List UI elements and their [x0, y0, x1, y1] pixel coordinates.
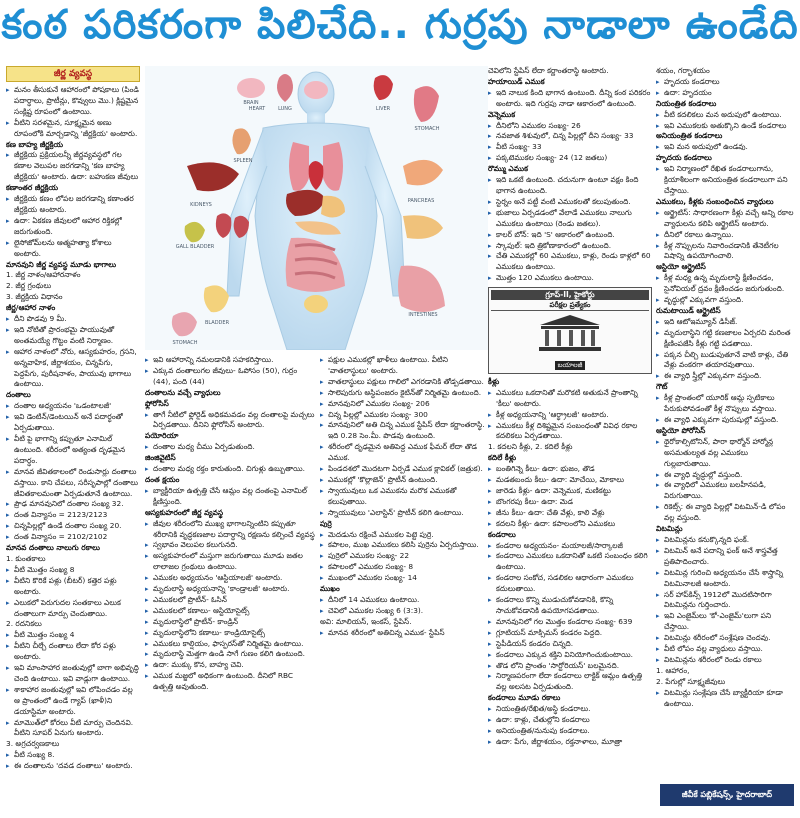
text-line: ▸ ఇది ఆటోఇమ్యూన్ డిసీజ్. — [656, 317, 796, 328]
text-line: ▸ ఇది నాలుక కింది భాగాన ఉంటుంది. దీన్ని కంఠ పరికరం అంటారు. ఇది గుర్రపు నాడా ఆకారంలో ఉంటుంది. — [488, 88, 652, 110]
text-line: ▸ ఈ వ్యాధి ఎక్కువగా పురుషుల్లో వస్తుంది. — [656, 415, 796, 426]
courthouse-icon — [491, 311, 649, 355]
text-line: ▸ ఇవి మాంసాహార జంతువుల్లో బాగా అభివృద్ధి చెంది ఉంటాయి. ఇవి వాడ్లుగా ఉంటాయి. — [6, 663, 140, 685]
organ-label: SPLEEN — [233, 158, 253, 164]
text-line: ▸ ఎముకలలో ప్రొటీన్- ఓసిన్ — [145, 595, 315, 606]
text-line: ▸ మృదులాస్థి అధ్యయనాన్ని 'కాండ్రాలజీ' అంటారు. — [145, 584, 315, 595]
anatomy-diagram — [145, 66, 488, 350]
subheading: ఆస్టియో ఆర్థ్రైటిస్ — [656, 262, 706, 272]
text-line: ▸ కండరాల సంకోచ, సడలికల ఆధారంగా ఎముకలు కదులుతాయి. — [488, 573, 652, 595]
text-line: ▸ ఎముకల్లో 'కొల్లాజెన్' ప్రొటీన్ ఉంటుంది. — [320, 475, 488, 486]
text-line: ▸ విటమిన్లను శరీరంలో రెండు రకాలు — [656, 655, 796, 666]
body-organs-illustration — [145, 66, 488, 350]
section-title-digestive: జీర్ణ వ్యవస్థ — [6, 66, 140, 82]
text-line: ▸ మొత్తం 120 ఎముకలు ఉంటాయి. — [488, 273, 652, 284]
text-line: ▸ కండరాలు ఎక్కువ శక్తిని వినియోగించుకుంటాయి. — [488, 650, 652, 661]
text-line: ▸ వీటిని కొరికే పళ్లు (బీటర్) కత్తెర పళ్లు అంటారు. — [6, 576, 140, 598]
text-line: ▸ మృదులాస్థి మెత్తగా ఉండి సాగే గుణం కలిగి ఉంటుంది. — [145, 649, 315, 660]
text-line: ▸ స్టెర్నం అనే పట్టీ వంటి ఎముకలతో కలుపుతుంది. — [488, 197, 652, 208]
publisher-credit: జీవీకే పబ్లికేషన్స్, హైదరాబాద్ — [660, 784, 794, 806]
text-line: ▸ ఉదా: హృదయం — [656, 88, 796, 99]
organ-label: HEART — [248, 106, 266, 112]
text-line: ▸ వీటి సంఖ్య 8. — [6, 750, 140, 761]
text-line: ▸ తొడ లోని ప్రాంతం 'సార్టోరియస్' బలమైనది. — [488, 661, 652, 672]
text-line: ▸ చిన్నపిల్లల్లో ఉండే దంతాల సంఖ్య 20. — [6, 521, 140, 532]
text-line: ▸ మానవ శరీరంలో అతిచిన్న ఎముక- స్టేపిస్ — [320, 628, 488, 639]
text-line: ▸ కదలని కీళ్లు- ఉదా: కపాలంలోని ఎముకలు — [488, 519, 652, 530]
text-line: ▸ ఈ వ్యాధి స్త్రీల్లో ఎక్కువగా వస్తుంది. — [656, 371, 796, 382]
organ-label: STOMACH — [172, 340, 198, 346]
subheading: పయోరియా — [145, 431, 179, 441]
text-line: ▸ కీళ్ల మధ్య ఉన్న మృదులాస్థి క్షీణించడం, సైనోవియల్ ద్రవం క్షీణించడం జరుగుతుంది. — [656, 273, 796, 295]
text-line: ▸ ఇవి ఆహారాన్ని నమలడానికి సహకరిస్తాయి. — [145, 355, 315, 366]
organ-label: INTESTINES — [408, 312, 438, 318]
text-line: ▸ శాకాహార జంతువుల్లో ఇవి లోపించడం వల్ల ఆ ప్రాంతంలో ఉండే గ్యాప్ (ఖాళీ)ని డయాస్టిమా అంటారు. — [6, 685, 140, 718]
text-line: ▸ ఈ దంతాలను 'దవడ దంతాలు' అంటారు. — [6, 761, 140, 772]
text-line: ▸ దంత విన్యాసం = 2123/2123 — [6, 510, 140, 521]
text-line: ▸ జీవుల శరీరంలోని ముఖ్య భాగాలన్నింటిని కప్పుతూ శరీరానికి వృద్ధకణజాల పదార్థాన్ని రక్షణను కల్పించే వ్యవస్థ — [145, 519, 315, 541]
text-line: ▸ అస్యకుహరంలో మస్తుగా జరుగుతాయి మూడు జతల లాలాజల గ్రంథులు ఉంటాయి. — [145, 551, 315, 573]
text-line: ▸ మామొత్‌లో కోరలు వీటి మార్పు చెందినవి. వీటిని సూపర్ ఏనుగు అంటారు. — [6, 718, 140, 740]
subheading: వెన్నెముక — [488, 109, 516, 119]
subheading: కండరాలు మూడు రకాలు — [488, 693, 561, 703]
subheading: దంతాలు — [6, 390, 31, 400]
text-line: ▸ దీనిలోని ఎముకల సంఖ్య- 26 — [488, 121, 652, 132]
text-line: ▸ మృదులాస్థిని గట్టి కణజాలం ఏర్పరచి మరింత క్షీణింపజేసి కీళ్లు గట్టి పడతాయి. — [656, 328, 796, 350]
text-line: ▸ మృదులాస్థిలో ప్రొటీన్- కాండ్రిన్ — [145, 617, 315, 628]
organ-label: STOMACH — [414, 126, 440, 132]
col4-pre-b — [488, 377, 652, 748]
text-line: ▸ దీనిలో రకాలు ఉన్నాయి. — [656, 230, 796, 241]
text-line: ▸ వీటి లోపం వల్ల వ్యాధులు వస్తాయి. — [656, 644, 796, 655]
text-line: ▸ ఇవి ఎముకలకు అతుక్కొని ఉండే కండరాలు — [656, 121, 796, 132]
text-line: ▸ వీటి కదలికలు మన అదుపులో ఉంటాయి. — [656, 110, 796, 121]
text-line: ▸ థైరోకాల్సిటోనిన్, పారా థార్మోన్ హార్మోన్ల అసమతుల్యత వల్ల ఎముకలు గుల్లబారుతాయి. — [656, 437, 796, 470]
subheading: ఎముకలు, కీళ్లకు సంబంధించిన వ్యాధులు — [656, 196, 774, 206]
column-digestive — [6, 66, 140, 810]
text-line: ▸ విటమిన్లు సంశ్లేషణ చేసే బ్యాక్టీరియా కూడా ఉంటాయి. — [656, 688, 796, 710]
text-line: ▸ ఇవి నిర్మాణంలో రేఖిత కండరాలుగాను, క్రియాశీలంగా అనియంత్రిత కండరాలుగా పని చేస్తాయి. — [656, 164, 796, 197]
text-line: ▸ ఇవి ఎంజైమ్‌లు 'కో-ఎంజైమ్'లుగా పని చేస్తాయి. — [656, 611, 796, 633]
text-line: ▸ స్వభావం వెలుపల కలుగునది. — [145, 540, 315, 551]
text-line: ▸ స్కాపుల్: ఇది త్రికోణాకారంలో ఉంటుంది. — [488, 241, 652, 252]
column-joints-muscles — [488, 66, 652, 810]
text-line: ▸ పక్షుల ఎముకల్లో ఖాళీలు ఉంటాయి. వీటిని 'వాతలాస్థులు' అంటారు. — [320, 355, 488, 377]
text-line: ▸ భుజాలు ఏర్పడడంలో వేలాడే ఎముకలు నాలుగు ఎముకలు ఉంటాయి (రెండు జతలు). — [488, 208, 652, 230]
text-line: ▸ ఉదా: ఏకకణ జీవులలో ఆహార రిక్తికల్లో జరుగుతుంది. — [6, 216, 140, 238]
text-line: ▸ మెదడును రక్షించే ఎముకల పెట్టె పుర్రె. — [320, 530, 488, 541]
column-vitamins — [656, 66, 796, 810]
text-line: 1. జీర్ణ నాళం/ఆహారనాళం — [6, 270, 81, 280]
subheading: కణ బాహ్య జీర్ణక్రియ — [6, 139, 63, 149]
subheading: కండరాలు — [488, 529, 516, 539]
organ-label: BLADDER — [204, 320, 230, 326]
text-line: ▸ పిండదశలో మొదటగా ఏర్పడే ఎముక క్లావికల్ (జత్రుక). — [320, 464, 488, 475]
text-line: ▸ హృదయ కండరాలు — [656, 77, 796, 88]
subheading: హయాయిడ్ ఎముక — [488, 76, 545, 86]
text-line: ▸ కీళ్ల నొప్పులను నివారించడానికి తేనెటీగల విషాన్ని ఉపయోగించాలి. — [656, 241, 796, 263]
text-line: 2. జీర్ణ గ్రంథులు — [6, 281, 52, 291]
text-line: ▸ మానవునిలో ఎముకల సంఖ్య- 206 — [320, 399, 488, 410]
text-line: ▸ వృద్ధుల్లో ఎక్కువగా వస్తుంది. — [656, 295, 796, 306]
subheading: జీర్ణ/ఆహార నాళం — [6, 303, 56, 313]
text-line: ▸ చేతి ఎముకల్లో 60 ఎముకలు, కాళ్లు, రెండు కాళ్లలో 60 ఎముకలు ఉంటాయి. — [488, 251, 652, 273]
text-line: ▸ ఉదా: ముక్కు కొన, బాహ్య చెవి. — [145, 660, 315, 671]
text-line: ▸ ఈ వ్యాధి వృద్ధుల్లో వస్తుంది. — [656, 470, 796, 481]
text-line: ▸ కండరాల అధ్యయనం- మయాలజీ/సార్కాలజీ — [488, 541, 652, 552]
text-line: ▸ మడతబందు కీలు- ఉదా: మోచేయి, మోకాలు — [488, 475, 652, 486]
text-line: ▸ శరీరంలో దృఢమైన అతిపెద్ద ఎముక ఫీమర్ లేదా తొడ ఎముక. — [320, 442, 488, 464]
exam-box-title: గ్రూప్-II, హైకోర్టు — [491, 290, 649, 300]
col2-body — [145, 355, 315, 693]
text-line: ▸ రికెట్స్: ఈ వ్యాధి పిల్లల్లో విటమిన్-డి లోపం వల్ల వస్తుంది. — [656, 502, 796, 524]
column-teeth-bones — [145, 355, 315, 811]
text-line: ▸ ఎముకలు ఒకదానితో మరొకటి అతుకునే ప్రాంతాన్ని 'కీలు' అంటారు. — [488, 388, 652, 410]
subheading: హృదయ కండరాలు — [656, 153, 712, 163]
text-line: ▸ బొంగరపు కీలు- ఉదా: మెడ — [488, 497, 652, 508]
text-line: ▸ మనం తీసుకునే ఆహారంలో పోషకాలు (పిండి పదార్థాలు, ప్రొటీన్లు, కొవ్వులు మొ.) క్లిష్టమైన సంక్లిష్ట రూపంలో ఉంటాయి. — [6, 85, 140, 118]
organ-label: PANCREAS — [407, 198, 435, 204]
text-line: ▸ అనియంత్రిత/నునుపు కండరాలు. — [488, 726, 652, 737]
text-line: ▸ స్నాయువులు 'ఎలాస్టిన్' ప్రొటీన్ కలిగి ఉంటాయి. — [320, 508, 488, 519]
page-headline — [0, 0, 800, 60]
text-line: అవి: మాలియస్, ఇంకస్, స్టేపిస్. — [320, 616, 412, 626]
col1-body — [6, 85, 140, 772]
exam-box-subtitle: పరీక్షల ప్రత్యేకం — [491, 300, 649, 311]
text-line: ▸ నిర్మాణపరంగా లేదా కండరాలు లాక్టిక్ ఆమ్లం ఉత్పత్తి వల్ల అలసట ఏర్పడుతుంది. — [488, 671, 652, 693]
text-line: ▸ ఎక్కువ దంతాలుగల జీవులు- ఓపోసం (50), గుర్రం (44), పంది (44) — [145, 366, 315, 388]
text-line: ▸ గ్లూటియస్ మాక్సిమస్ కండరం పెద్దది. — [488, 628, 652, 639]
text-line: ▸ ఉదా: పేగు, జీర్ణాశయం, రక్తనాళాలు, మూత్రా — [488, 737, 652, 748]
text-line: ▸ ఇవి డెంటిన్/డెంటయిన్ అనే పదార్థంతో ఏర్పడుతాయి. — [6, 412, 140, 434]
subheading: అనియంత్రిత కండరాలు — [656, 131, 723, 141]
text-line: చెవిలోని స్టేపిస్ లేదా కర్ణాంతరాస్థి అంటారు. — [488, 66, 609, 75]
text-line: ▸ జీను కీలు- ఉదా: చేతి వేళ్లు, కాలి వేళ్లు — [488, 508, 652, 519]
text-line: ▸ స్వాయువులు ఒక ఎముకను మరొక ఎముకతో కలుపుతాయి. — [320, 486, 488, 508]
text-line: ▸ ఈ వ్యాధిలో ఎముకలు బలహీనపడి, విరుగుతాయి. — [656, 480, 796, 502]
text-line: ▸ సాలెపురుగు అస్థిపంజరం కైటిన్‌తో నిర్మితమై ఉంటుంది. — [320, 388, 488, 399]
text-line: ▸ ఎముకలలో కణాలు- ఆస్టియోసైట్స్ — [145, 606, 315, 617]
subheading: ముఖం — [320, 584, 340, 594]
text-line: ▸ మానవ జీవితకాలంలో రెండుసార్లు దంతాలు వస్తాయి. కాని చేపలు, సరీసృపాల్లో దంతాలు జీవితకాలమంతా ఏర్పడుతూనే ఉంటాయి. — [6, 467, 140, 500]
subheading: విటమిన్లు — [656, 524, 683, 534]
text-line: ▸ వీటి మొత్తం సంఖ్య 4 — [6, 630, 140, 641]
text-line: ▸ కీళ్ల ప్రాంతంలో యూరిక్ ఆమ్ల స్ఫటికాలు పేరుకుపోవడంతో కీళ్ల నొప్పులు వస్తాయి. — [656, 393, 796, 415]
text-line: ▸ ఎముకల అధ్యయనం 'ఆస్టియాలజీ' అంటారు. — [145, 573, 315, 584]
organ-label: BRAIN — [243, 100, 259, 106]
text-line: ▸ దంతాల మధ్య చీము ఏర్పడుతుంది. — [145, 442, 315, 453]
text-line: ▸ వాతలాస్థులు పక్షులు గాలిలో ఎగరడానికి తోడ్పడతాయి. — [320, 377, 488, 388]
text-line: 1. కదలని కీళ్లు, 2. కదిలే కీళ్లు — [488, 442, 573, 452]
subheading: మానవుని జీర్ణ వ్యవస్థ మూడు భాగాలు — [6, 259, 117, 269]
subheading: నియంత్రిత కండరాలు — [656, 98, 717, 108]
text-line: ▸ ఇది నోటితో ప్రారంభమై పాయువుతో అంతమయ్యే గొట్టం వంటి నిర్మాణం. — [6, 325, 140, 347]
text-line: ▸ నియంత్రిత/రేఖిత/అస్థి కండరాలు. — [488, 704, 652, 715]
subheading: మానవ దంతాలు నాలుగు రకాలు — [6, 543, 100, 553]
text-line: ▸ జారెడు కీళ్లు- ఉదా: వెన్నెముక, మణికట్టు — [488, 486, 652, 497]
col5-body — [656, 66, 796, 709]
text-line: ▸ ఎముకలు కాల్షియం, ఫాస్ఫరస్‌తో నిర్మితమై ఉంటాయి. — [145, 639, 315, 650]
text-line: ▸ పక్కన చీల్చి బుడుపుతూనే వాటి కాళ్లు, చేతి వేళ్లు వంకరగా తయారవుతాయి. — [656, 350, 796, 372]
text-line: ▸ వీటిని సరళమైన, సూక్ష్మమైన అణు రూపంలోకి మార్చడాన్ని 'జీర్ణక్రియ' అంటారు. — [6, 118, 140, 140]
text-line: ▸ వీటి మొత్తం సంఖ్య 8 — [6, 565, 140, 576]
text-line: ▸ పుర్రెలో ఎముకల సంఖ్య- 22 — [320, 551, 488, 562]
text-line: ▸ చిన్న పిల్లల్లో ఎముకల సంఖ్య- 300 — [320, 410, 488, 421]
text-line: ▸ ఇవి మన అదుపులో ఉండవు. — [656, 142, 796, 153]
text-line: శయం, గర్భాశయం — [656, 66, 710, 75]
column-skeleton — [320, 355, 488, 811]
col4-pre-a — [488, 66, 652, 284]
text-line: 2. పేగుల్లో సూక్ష్మజీవులు — [656, 676, 726, 686]
text-line: ▸ కపాలంలో ఎముకల సంఖ్య- 8 — [320, 562, 488, 573]
subheading: కీళ్లు — [488, 376, 500, 386]
text-line: 1. ఆహారం, — [656, 665, 690, 675]
subheading: జింజివైటిస్ — [145, 453, 176, 463]
text-line: ▸ ఇది ఒకటే ఉంటుంది. చదునుగా ఉంటూ వక్షం కింది భాగాన ఉంటుంది. — [488, 175, 652, 197]
organ-label: LUNG — [278, 106, 292, 112]
subheading: ఫ్లోరోసిస్ — [145, 398, 169, 408]
text-line: ▸ ఎలుకలో పెరుగుదల సంతకాలు ఎలుక దంతాలుగా మార్పు చెందుతాయి. — [6, 598, 140, 620]
text-line: ▸ తాగే నీటిలో ఫ్లోరైడ్ అధికమవడం వల్ల దంతాలపై మచ్చలు ఏర్పడతాయి. దీనిని ఫ్లోరోసిస్ అంటారు. — [145, 410, 315, 432]
text-line: 3. జీర్ణక్రియ విధానం — [6, 292, 63, 302]
text-line: ▸ కండరాలు ఎముకలు ఒకదానితో ఒకటి సంబంధం కలిగి ఉంటాయి. — [488, 551, 652, 573]
headline-text: కంఠ పరికరంగా పిలిచేది.. గుర్రపు నాడాలా ఉండేది — [1, 2, 799, 48]
text-line: ▸ మృదులాస్థిలోని కణాలు- కాండ్రియోసైట్స్ — [145, 628, 315, 639]
subheading: దంత క్షయం — [145, 474, 180, 484]
text-line: ▸ జీర్ణక్రియ కణం లోపల జరగడాన్ని కణాంతర జీర్ణక్రియ అంటారు. — [6, 194, 140, 216]
text-line: ▸ లైసోజోమ్‌లను ఆత్మహత్యా కోశాలు అంటారు. — [6, 238, 140, 260]
text-line: ▸ కపాలం, ముఖ ఎముకలు కలిసి పుర్రెను ఏర్పరుస్తాయి. — [320, 540, 488, 551]
subheading: రొమ్ము ఎముక — [488, 164, 528, 174]
text-line: ▸ ఎముక మజ్జలో అధికంగా ఉంటుంది. దీనిలో RBC ఉత్పత్తి అవుతుంది. — [145, 671, 315, 693]
exam-special-box — [488, 287, 652, 374]
organ-label: LIVER — [375, 106, 391, 112]
text-line: ▸ పక్కటెముకల సంఖ్య- 24 (12 జతలు) — [488, 153, 652, 164]
text-line: ▸ విటమిన్లను కనుక్కొన్నది ఫంక్. — [656, 535, 796, 546]
text-line: ▸ మానవునిలో గల మొత్తం కండరాల సంఖ్య- 639 — [488, 617, 652, 628]
text-line: 3. అగ్రచర్వణకాలు — [6, 739, 60, 749]
text-line: 2. రదనికలు — [6, 619, 42, 629]
text-line: ▸ విటమిన్ అనే పదాన్ని ఫంక్ అనే శాస్త్రవేత్త ప్రతిపాదించారు. — [656, 546, 796, 568]
subheading: కదిలే కీళ్లు — [488, 453, 517, 463]
text-line: ▸ బంతిగిన్నె కీలు- ఉదా: భుజం, తొడ — [488, 464, 652, 475]
organ-label: GALL BLADDER — [175, 244, 215, 250]
text-line: ▸ దంతాల అధ్యయనం 'ఒడంటాలజీ' — [6, 401, 140, 412]
text-line: ▸ కండరాలు కొన్ని ముడుచుకోవడానికి, కొన్ని సాచుకోవడానికి ఉపయోగపడతాయి. — [488, 595, 652, 617]
text-line: ▸ మానవునిలో అతి చిన్న ఎముక స్టేపిస్ లేదా కర్ణాంతరాస్థి. ఇది 0.28 సెం.మీ. పొడవు ఉంటుంది. — [320, 420, 488, 442]
text-line: ▸ కాలర్ బోన్: ఇది 'S' ఆకారంలో ఉంటుంది. — [488, 230, 652, 241]
text-line: ▸ జీర్ణక్రియ ప్రక్రియలన్నీ జీర్ణవ్యవస్థలో గల కణాల వెలుపల జరగడాన్ని 'కణ బాహ్య జీర్ణక్రియ' అంటారు. ఉదా: బహుకణ జీవులు — [6, 150, 140, 183]
subject-tag: బయాలజీ — [555, 361, 586, 370]
text-line: ▸ ప్రౌఢ మానవునిలో దంతాల సంఖ్య 32. — [6, 499, 140, 510]
text-line: ▸ ఆర్థ్రైటిస్: సాధారణంగా కీళ్లు వచ్చే అన్ని రకాల వ్యాధులను కలిపి ఆర్థ్రైటిస్ అంటారు. — [656, 208, 796, 230]
text-line: ▸ ఉదా: కాళ్లు, చేతుల్లోని కండరాలు — [488, 715, 652, 726]
text-line: ▸ బ్యాక్టీరియా ఉత్పత్తి చేసే ఆమ్లం వల్ల దంతంపై ఎనామిల్ క్షీణిస్తుంది. — [145, 486, 315, 508]
text-line: ▸ ఎముకలు కీళ్ల దిశిష్టమైన సంబంధంతో వివిధ రకాల కదలికలు ఏర్పడతాయి. — [488, 421, 652, 443]
subheading: రుమటాయిడ్ ఆర్థ్రైటిస్ — [656, 305, 721, 315]
subheading: గౌట్ — [656, 382, 668, 392]
text-line: ▸ విటమిన్లు శరీరంలో సంశ్లేషణ చెందవు. — [656, 633, 796, 644]
subheading: కణాంతర జీర్ణక్రియ — [6, 183, 58, 193]
text-line: ▸ దీనిలో 14 ఎముకలు ఉంటాయి. — [320, 595, 488, 606]
col3-body — [320, 355, 488, 639]
subheading: దంతాలను వచ్చే వ్యాధులు — [145, 387, 221, 397]
subheading: ఆస్టియో పోరోసిస్ — [656, 425, 706, 435]
text-line: ▸ దంత విన్యాసం = 2102/2102 — [6, 532, 140, 543]
text-line: ▸ విటమిన్ల గురించి అధ్యయనం చేసే శాస్త్రాన్ని విటమినాలజీ అంటారు. — [656, 568, 796, 590]
text-line: ▸ సర్ హాప్‌కిన్స్ 1912లో మొదటిసారిగా విటమిన్లను గుర్తించారు. — [656, 590, 796, 612]
subheading: ఆస్యకుహరంలో జీర్ణ వ్యవస్థ — [145, 507, 224, 517]
organ-label: KIDNEYS — [190, 202, 212, 208]
text-line: ▸ దంతాల మధ్య రక్తం కారుతుంది. చిగుళ్లు ఉబ్బుతాయి. — [145, 464, 315, 475]
text-line: ▸ నవజాత శిశువులో, చిన్న పిల్లల్లో దీని సంఖ్య- 33 — [488, 131, 652, 142]
text-line: ▸ వీటి సంఖ్య- 33 — [488, 142, 652, 153]
subheading: పుర్రె — [320, 518, 332, 528]
text-line: ▸ స్టెపీడియస్ కండరం చిన్నది. — [488, 639, 652, 650]
text-line: ▸ ఆహార నాళంలో నోరు, ఆస్యకుహరం, గ్రసని, అన్నవాహిక, జీర్ణాశయం, చిన్నపేగు, పెద్దపేగు, పురీషనాళం, పాయువు భాగాలు ఉంటాయి. — [6, 347, 140, 391]
text-line: ▸ చెవిలో ఎముకల సంఖ్య 6 (3:3). — [320, 606, 488, 617]
text-line: 1. కుంతకాలు — [6, 553, 46, 563]
text-line: ▸ దీని పొడవు 9 మీ. — [6, 314, 140, 325]
text-line: ▸ ముఖంలో ఎముకల సంఖ్య- 14 — [320, 573, 488, 584]
text-line: ▸ కీళ్ల అధ్యయనాన్ని 'ఆర్థ్రాలజీ' అంటారు. — [488, 410, 652, 421]
text-line: ▸ వీటి పై భాగాన్ని కప్పుతూ ఎనామిల్ ఉంటుంది. శరీరంలో అత్యంత దృఢమైన పదార్థం. — [6, 434, 140, 467]
text-line: ▸ వీటిని చీల్చే దంతాలు లేదా కోర పళ్లు అంటారు. — [6, 641, 140, 663]
